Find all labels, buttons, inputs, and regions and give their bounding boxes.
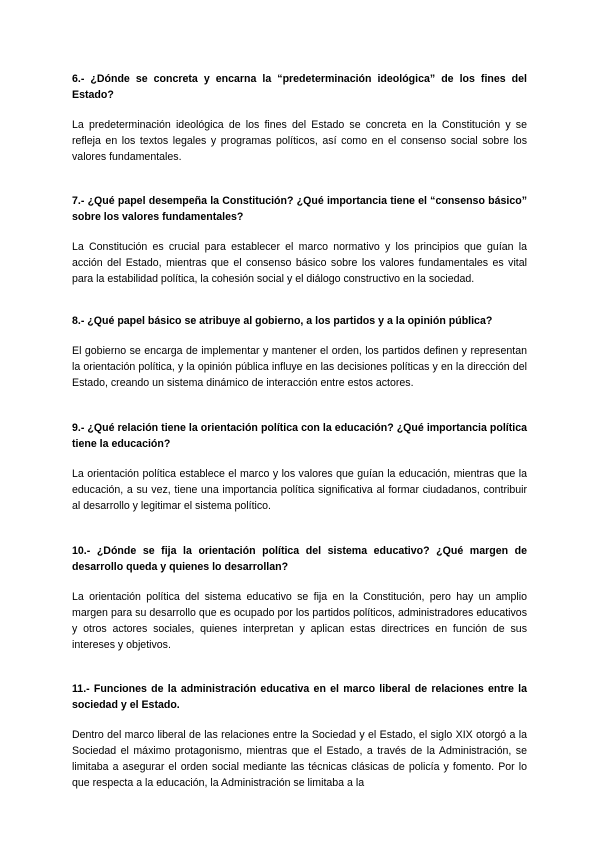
section-6 — [72, 71, 527, 165]
question-7: 7.- ¿Qué papel desempeña la Constitución? ¿Qué importancia tiene el “consenso básico” sobre los valores fundamentales? — [72, 195, 527, 223]
section-11 — [72, 681, 527, 791]
answer-10: La orientación política del sistema educativo se fija en la Constitución, pero hay un amplio margen para su desarrollo que es ocupado por los partidos políticos, administradores educativos y otros actores sociales, quienes interpretan y aplican estas directrices en función de sus intereses y objetivos. — [72, 591, 527, 651]
question-6: 6.- ¿Dónde se concreta y encarna la “predeterminación ideológica” de los fines del Estado? — [72, 73, 527, 101]
question-8: 8.- ¿Qué papel básico se atribuye al gobierno, a los partidos y a la opinión pública? — [72, 315, 493, 327]
section-9 — [72, 420, 527, 514]
section-10 — [72, 543, 527, 653]
answer-7: La Constitución es crucial para establecer el marco normativo y los principios que guían la acción del Estado, mientras que el consenso básico sobre los valores fundamentales es vital para la estabilidad política, la cohesión social y el diálogo constructivo en la sociedad. — [72, 241, 527, 285]
question-9: 9.- ¿Qué relación tiene la orientación política con la educación? ¿Qué importancia política tiene la educación? — [72, 422, 527, 450]
question-10: 10.- ¿Dónde se fija la orientación política del sistema educativo? ¿Qué margen de desarrollo queda y quienes lo desarrollan? — [72, 545, 527, 573]
section-8 — [72, 313, 527, 391]
answer-9: La orientación política establece el marco y los valores que guían la educación, mientras que la educación, a su vez, tiene una importancia política significativa al formar ciudadanos, contribuir al desarrollo y legitimar el sistema político. — [72, 468, 527, 512]
answer-8: El gobierno se encarga de implementar y mantener el orden, los partidos definen y representan la orientación política, y la opinión pública influye en las decisiones políticas y en la dirección del Estado, creando un sistema dinámico de interacción entre estos actores. — [72, 345, 527, 389]
answer-6: La predeterminación ideológica de los fines del Estado se concreta en la Constitución y se refleja en los textos legales y programas políticos, así como en el consenso social sobre los valores fundamentales. — [72, 119, 527, 163]
answer-11: Dentro del marco liberal de las relaciones entre la Sociedad y el Estado, el siglo XIX otorgó a la Sociedad el máximo protagonismo, mientras que el Estado, a través de la Administración, se limitaba a asegurar el orden social mediante las técnicas clásicas de policía y fomento. Por lo que respecta a la educación, la Administración se limitaba a la — [72, 729, 527, 789]
question-11: 11.- Funciones de la administración educativa en el marco liberal de relaciones entre la sociedad y el Estado. — [72, 683, 527, 711]
section-7 — [72, 193, 527, 287]
document-page — [72, 71, 527, 791]
